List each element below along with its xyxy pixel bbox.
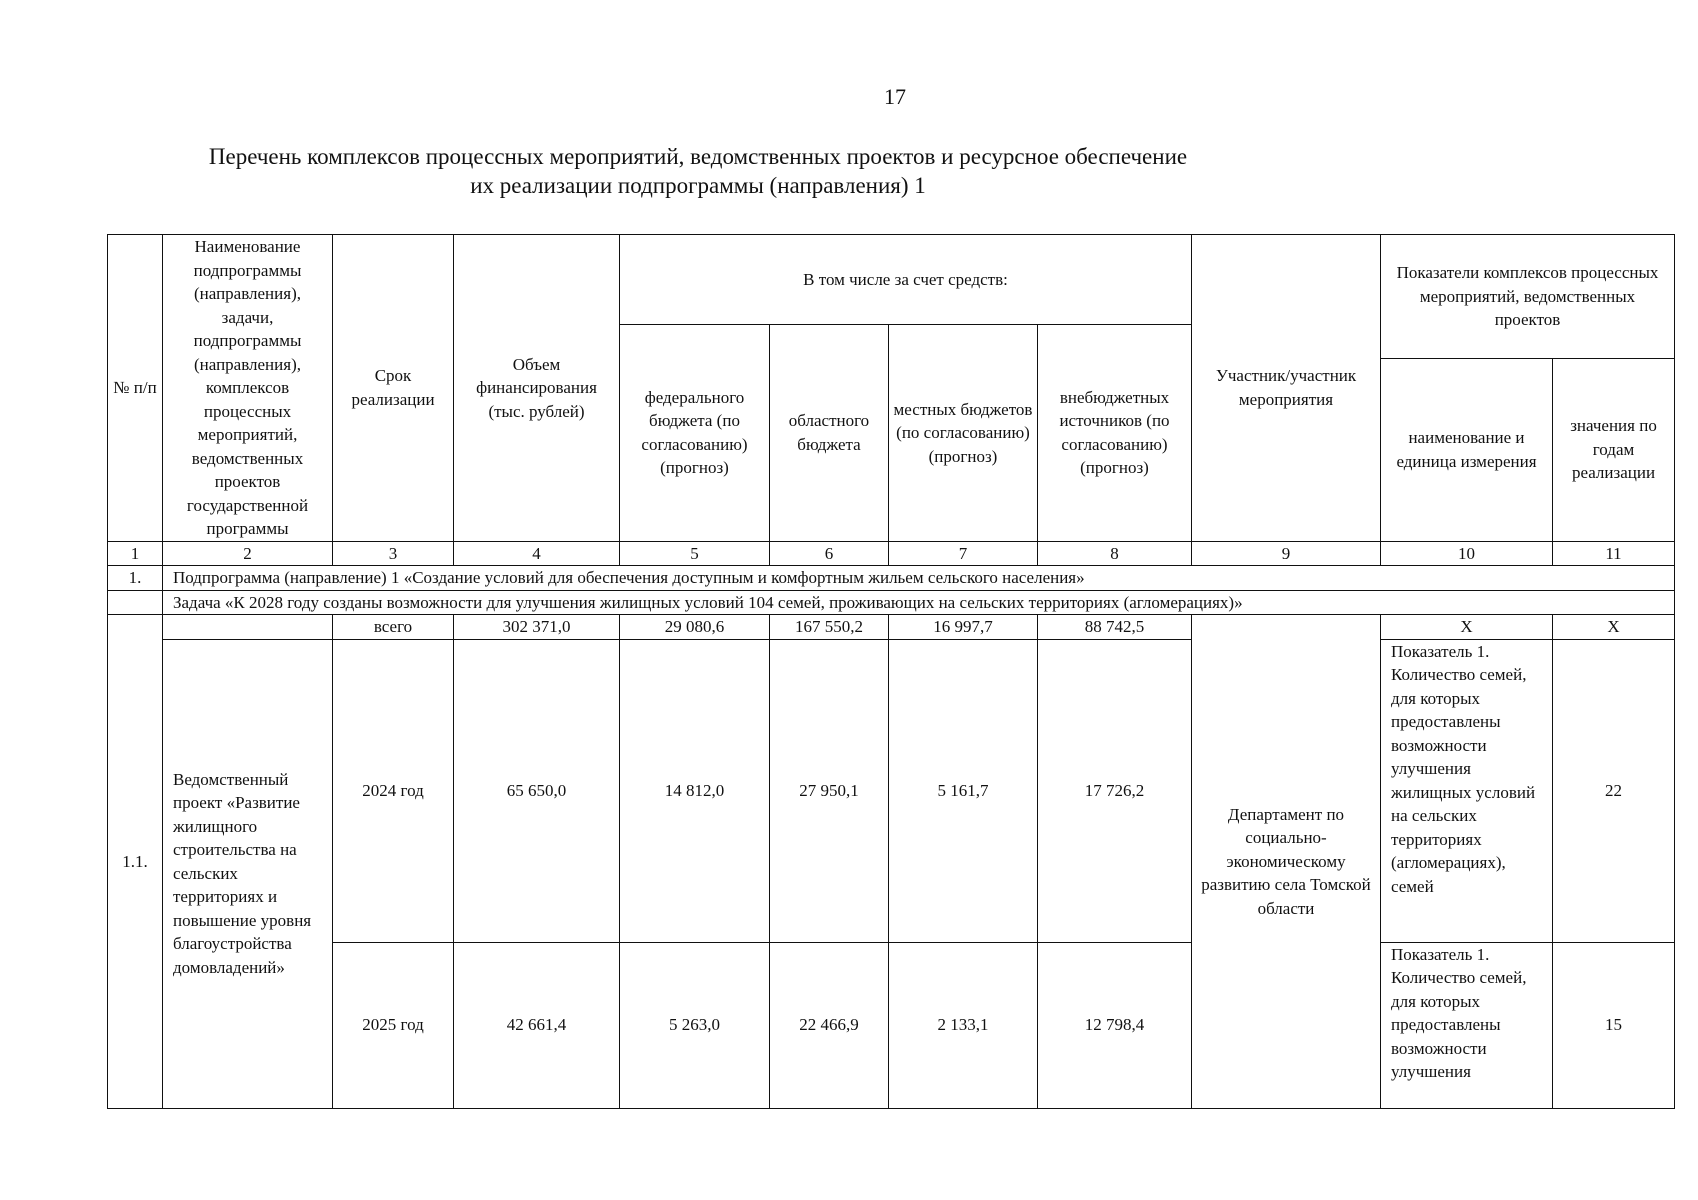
total-term: всего	[333, 615, 454, 640]
column-number: 6	[770, 541, 889, 566]
column-number: 8	[1038, 541, 1192, 566]
total-regional: 167 550,2	[770, 615, 889, 640]
total-federal: 29 080,6	[620, 615, 770, 640]
indicator-name-2024: Показатель 1. Количество семей, для которых предоставлены возможности улучшения жилищных условий на сельских территориях (агломерациях), семей	[1381, 639, 1553, 942]
header-volume: Объем финансирования (тыс. рублей)	[454, 235, 620, 542]
participant: Департамент по социально-экономическому развитию села Томской области	[1192, 615, 1381, 1109]
total-local: 16 997,7	[889, 615, 1038, 640]
column-number: 10	[1381, 541, 1553, 566]
header-term: Срок реализации	[333, 235, 454, 542]
project-name: Ведомственный проект «Развитие жилищного строительства на сельских территориях и повышение уровня благоустройства домовладений»	[163, 639, 333, 1108]
column-number: 11	[1553, 541, 1675, 566]
federal-2024: 14 812,0	[620, 639, 770, 942]
local-2024: 5 161,7	[889, 639, 1038, 942]
indicator-value-2024: 22	[1553, 639, 1675, 942]
local-2025: 2 133,1	[889, 942, 1038, 1108]
header-row-1	[108, 235, 1675, 325]
column-number: 9	[1192, 541, 1381, 566]
title-line-1: Перечень комплексов процессных мероприятий, ведомственных проектов и ресурсное обеспечение	[208, 144, 1188, 169]
federal-2025: 5 263,0	[620, 942, 770, 1108]
subprogram-num: 1.	[108, 566, 163, 591]
extra-2025: 12 798,4	[1038, 942, 1192, 1108]
regional-2024: 27 950,1	[770, 639, 889, 942]
project-num: 1.1.	[108, 615, 163, 1109]
year-2025-row	[108, 942, 1675, 1108]
column-numbers-row	[108, 541, 1675, 566]
term-2025: 2025 год	[333, 942, 454, 1108]
term-2024: 2024 год	[333, 639, 454, 942]
total-volume: 302 371,0	[454, 615, 620, 640]
document-title	[0, 142, 1396, 200]
total-extra: 88 742,5	[1038, 615, 1192, 640]
volume-2025: 42 661,4	[454, 942, 620, 1108]
task-text: Задача «К 2028 году созданы возможности для улучшения жилищных условий 104 семей, проживающих на сельских территориях (агломерациях)»	[163, 590, 1675, 615]
column-number: 1	[108, 541, 163, 566]
header-including: В том числе за счет средств:	[620, 235, 1192, 325]
funding-table	[107, 234, 1675, 1109]
regional-2025: 22 466,9	[770, 942, 889, 1108]
task-row	[108, 590, 1675, 615]
volume-2024: 65 650,0	[454, 639, 620, 942]
page-number: 17	[884, 84, 906, 109]
project-name-spacer	[163, 615, 333, 640]
extra-2024: 17 726,2	[1038, 639, 1192, 942]
year-2024-row	[108, 639, 1675, 874]
subprogram-row	[108, 566, 1675, 591]
column-number: 5	[620, 541, 770, 566]
total-indicator-name: Х	[1381, 615, 1553, 640]
column-number: 2	[163, 541, 333, 566]
header-local: местных бюджетов (по согласованию) (прогноз)	[889, 325, 1038, 542]
header-extra: внебюджетных источников (по согласованию) (прогноз)	[1038, 325, 1192, 542]
total-indicator-value: Х	[1553, 615, 1675, 640]
header-regional: областного бюджета	[770, 325, 889, 542]
header-name: Наименование подпрограммы (направления), задачи, подпрограммы (направления), комплексов процессных мероприятий, ведомственных проектов государственной программы	[163, 235, 333, 542]
header-federal: федерального бюджета (по согласованию) (прогноз)	[620, 325, 770, 542]
column-number: 7	[889, 541, 1038, 566]
header-participant: Участник/участник мероприятия	[1192, 235, 1381, 542]
subprogram-text: Подпрограмма (направление) 1 «Создание условий для обеспечения доступным и комфортным жильем сельского населения»	[163, 566, 1675, 591]
column-number: 4	[454, 541, 620, 566]
header-indicators: Показатели комплексов процессных мероприятий, ведомственных проектов	[1381, 235, 1675, 359]
indicator-name-2025: Показатель 1. Количество семей, для которых предоставлены возможности улучшения	[1381, 942, 1553, 1108]
header-indicator-values: значения по годам реализации	[1553, 358, 1675, 541]
total-row	[108, 615, 1675, 640]
header-num: № п/п	[108, 235, 163, 542]
column-number: 3	[333, 541, 454, 566]
task-num	[108, 590, 163, 615]
title-line-2: их реализации подпрограммы (направления) 1	[470, 173, 926, 198]
indicator-value-2025: 15	[1553, 942, 1675, 1108]
header-indicator-name: наименование и единица измерения	[1381, 358, 1553, 541]
